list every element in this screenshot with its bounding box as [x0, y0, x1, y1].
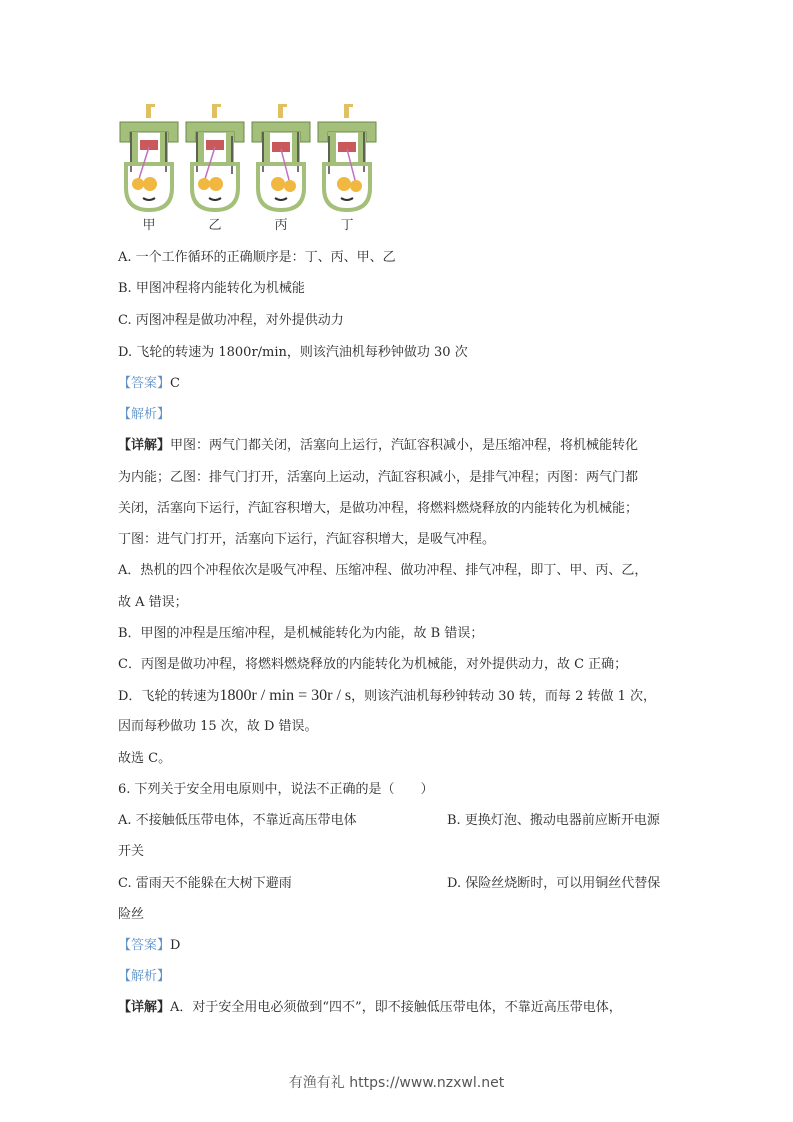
- footer-watermark: 有渔有礼 https://www.nzxwl.net: [288, 1075, 505, 1091]
- q6-analysis-heading: [118, 969, 170, 985]
- q5-answer: [118, 376, 180, 392]
- q5-detail-line-1: 【详解】甲图：两气门都关闭，活塞向上运行，汽缸容积减小，是压缩冲程，将机械能转化: [118, 438, 639, 453]
- rotation-formula: 1800r / min = 30r / s: [219, 687, 352, 704]
- q6-stem: 6. 下列关于安全用电原则中，说法不正确的是（ ）: [118, 782, 434, 797]
- engine-label: 乙: [208, 218, 222, 233]
- detail-tag: 【详解】: [118, 1000, 171, 1015]
- engine-icon: [118, 102, 180, 214]
- engine-diagram-bing: [250, 102, 312, 234]
- q5-explain-c: C．丙图是做功冲程，将燃料燃烧释放的内能转化为机械能，对外提供动力，故 C 正确；: [118, 657, 628, 672]
- q6-option-d: D. 保险丝烧断时，可以用铜丝代替保: [447, 876, 661, 891]
- q5-option-d: D. 飞轮的转速为 1800r/min，则该汽油机每秒钟做功 30 次: [118, 345, 468, 360]
- q6-option-b-cont: 开关: [118, 844, 145, 859]
- engine-label: 丁: [340, 218, 354, 233]
- q5-option-c: C. 丙图冲程是做功冲程，对外提供动力: [118, 313, 344, 328]
- analysis-tag: 【解析】: [118, 407, 171, 422]
- q6-option-d-cont: 险丝: [118, 907, 145, 922]
- q5-explain-d-cont: 因而每秒做功 15 次，故 D 错误。: [118, 719, 318, 734]
- engine-icon: [184, 102, 246, 214]
- answer-value: D: [170, 938, 181, 953]
- q5-conclusion: 故选 C。: [118, 751, 172, 766]
- q6-option-c: C. 雷雨天不能躲在大树下避雨: [118, 876, 292, 891]
- q6-options-row-2: [118, 876, 678, 892]
- q6-option-b: B. 更换灯泡、搬动电器前应断开电源: [447, 813, 660, 828]
- engine-label: 丙: [274, 218, 288, 233]
- q5-option-a: A. 一个工作循环的正确顺序是：丁、丙、甲、乙: [118, 250, 396, 265]
- q5-explain-a-cont: 故 A 错误；: [118, 595, 188, 610]
- q5-analysis-heading: [118, 407, 170, 423]
- q5-detail-line-2: 为内能；乙图：排气门打开，活塞向上运动，汽缸容积减小，是排气冲程；丙图：两气门都: [118, 470, 639, 485]
- q5-explain-a: A．热机的四个冲程依次是吸气冲程、压缩冲程、做功冲程、排气冲程，即丁、甲、丙、乙，: [118, 563, 648, 578]
- q5-detail-line-3: 关闭，活塞向下运行，汽缸容积增大，是做功冲程，将燃料燃烧释放的内能转化为机械能；: [118, 501, 639, 516]
- q6-options-row-1: [118, 813, 678, 829]
- engine-diagram-yi: [184, 102, 246, 234]
- engine-icon: [250, 102, 312, 214]
- four-stroke-engine-figure: [118, 102, 388, 234]
- engine-diagram-ding: [316, 102, 378, 234]
- q5-explain-d: D．飞轮的转速为1800r / min = 30r / s，则该汽油机每秒钟转动 30 转，而每 2 转做 1 次，: [118, 687, 657, 704]
- answer-tag: 【答案】: [118, 938, 171, 953]
- q5-option-b: B. 甲图冲程将内能转化为机械能: [118, 281, 305, 296]
- q5-detail-line-4: 丁图：进气门打开，活塞向下运行，汽缸容积增大，是吸气冲程。: [118, 532, 496, 547]
- q6-option-a: A. 不接触低压带电体，不靠近高压带电体: [118, 813, 357, 828]
- engine-diagram-jia: [118, 102, 180, 234]
- answer-tag: 【答案】: [118, 376, 171, 391]
- analysis-tag: 【解析】: [118, 969, 171, 984]
- engine-label: 甲: [142, 218, 156, 233]
- q6-answer: [118, 938, 180, 954]
- q5-explain-b: B．甲图的冲程是压缩冲程，是机械能转化为内能，故 B 错误；: [118, 626, 484, 641]
- q6-detail-line-1: 【详解】A．对于安全用电必须做到“四不”，即不接触低压带电体，不靠近高压带电体，: [118, 1000, 622, 1015]
- detail-tag: 【详解】: [118, 438, 171, 453]
- engine-icon: [316, 102, 378, 214]
- answer-value: C: [170, 376, 180, 391]
